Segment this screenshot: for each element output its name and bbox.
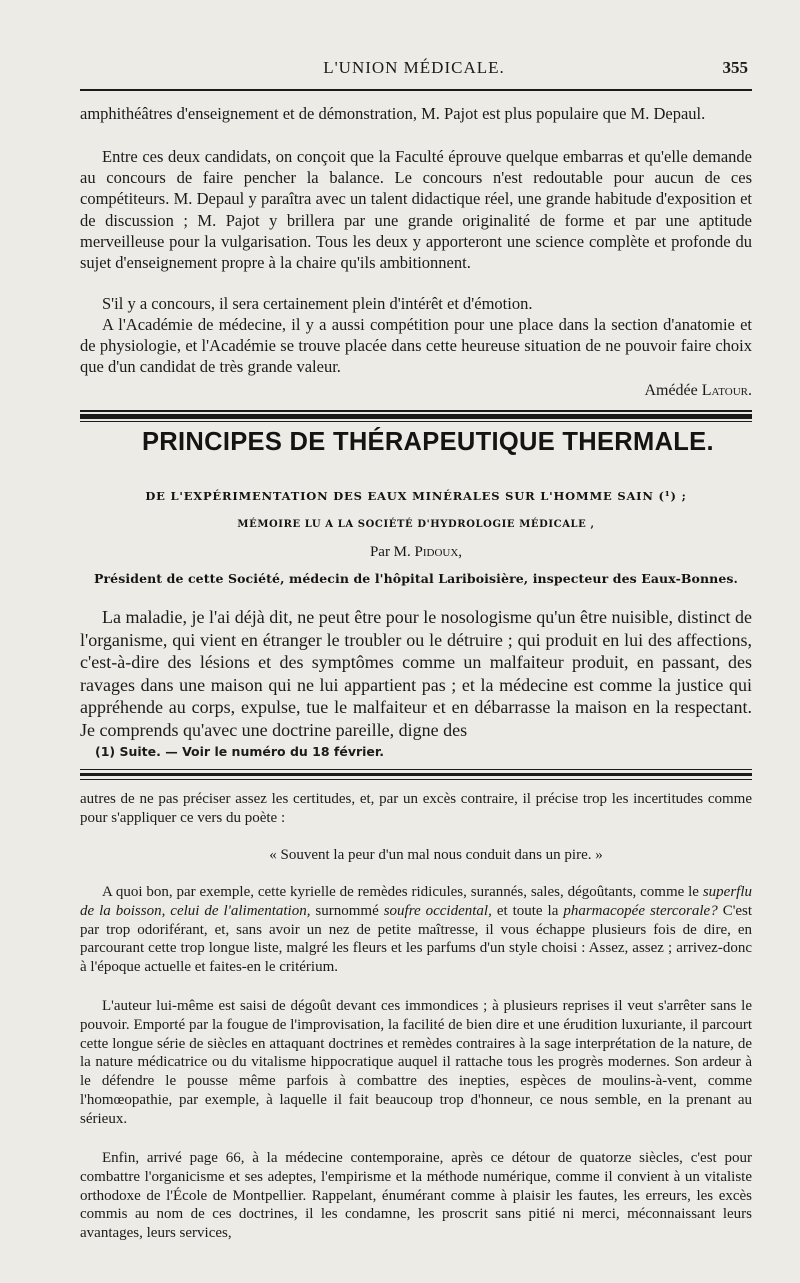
signature-first-name: Amédée (644, 382, 698, 399)
signature (644, 382, 752, 400)
footnote: (1) Suite. — Voir le numéro du 18 février. (95, 744, 385, 759)
article-memoir-line: MÉMOIRE LU A LA SOCIÉTÉ D'HYDROLOGIE MÉDICALE , (237, 519, 595, 530)
continuation-paragraph-2 (80, 883, 752, 977)
intro-paragraph-2: Entre ces deux candidats, on conçoit que la Faculté éprouve quelque embarras et qu'elle demande au concours de faire pencher la balance. Le concours n'est redoutable pour aucun de ces compétiteurs. M. Depaul y paraîtra avec un talent didactique réel, une grande habitude d'exposition et de discussion ; M. Pajot y brillera par une grande originalité de forme et par une aptitude merveilleuse pour la vulgarisation. Tous les deux y apporteront une science complète et profonde du sujet d'enseignement propre à la chaire qu'ils ambitionnent. (80, 147, 752, 273)
para2-text-2: surnommé (315, 902, 379, 919)
verse-quote: « Souvent la peur d'un mal nous conduit dans un pire. » (269, 847, 603, 863)
article-title: PRINCIPES DE THÉRAPEUTIQUE THERMALE. (142, 428, 714, 456)
para2-italic-1: superflu de la boisson, celui de l'alimentation, (80, 884, 753, 919)
intro-paragraph-1: amphithéâtres d'enseignement et de démonstration, M. Pajot est plus populaire que M. Depaul. (80, 104, 706, 123)
para2-italic-2: soufre occidental, (383, 902, 492, 919)
article-subtitle: DE L'EXPÉRIMENTATION DES EAUX MINÉRALES SUR L'HOMME SAIN (¹) ; (145, 489, 687, 503)
byline-author: Pidoux, (414, 544, 463, 560)
continuation-paragraph-3: L'auteur lui-même est saisi de dégoût devant ces immondices ; à plusieurs reprises il veut s'arrêter sans le pouvoir. Emporté par la fougue de l'improvisation, la facilité de bien dire et une érudition luxuriante, il parcourt cette longue série de siècles en attaquant doctrines et remèdes contraires à la sage interprétation de la nature, de la nature médicatrice ou du vitalisme hippocratique auquel il rattache tous les progrès modernes. Son ardeur à le défendre le pousse même parfois à combattre des inepties, espèces de moulins-à-vent, comme l'homœopathie, par exemple, à laquelle il fait beaucoup trop d'honneur, ce nous semble, en la prenant au sérieux. (80, 998, 752, 1127)
para2-text-3: et toute la (496, 902, 559, 919)
continuation-paragraph-1: autres de ne pas préciser assez les certitudes, et, par un excès contraire, il précise trop les incertitudes comme pour s'appliquer ce vers du poète : (80, 791, 752, 826)
article-first-paragraph: La maladie, je l'ai déjà dit, ne peut être pour le nosologisme qu'un être nuisible, distinct de l'organisme, qui vient en étranger le troubler ou le détruire ; qui produit en lui des affections, c'est-à-dire des lésions et des symptômes comme un malfaiteur produit, en passant, des ravages dans une maison qui ne lui appartient pas ; et la médecine est comme la justice qui appréhende au corps, expulse, tue le malfaiteur et en débarrasse la maison en la respectant. Je comprends qu'avec une doctrine pareille, digne des (80, 607, 752, 740)
intro-paragraph-3: S'il y a concours, il sera certainement plein d'intérêt et d'émotion. (102, 294, 533, 313)
intro-paragraph-4: A l'Académie de médecine, il y a aussi compétition pour une place dans la section d'anatomie et de physiologie, et l'Académie se trouve placée dans cette heureuse situation de ne pouvoir faire choix que d'un candidat de très grande valeur. (80, 315, 752, 377)
signature-last-name: Latour. (701, 382, 752, 399)
section-rule-bottom (80, 421, 752, 422)
header-rule (80, 89, 752, 91)
article-byline (80, 544, 752, 561)
para2-text-4: C'est par trop odoriférant, et, sans avoir un nez de petite maîtresse, il vous échappe plusieurs fois de dire, en parcourant cette trop longue liste, malgré les fleurs et les parfums d'un style choisi : Assez, assez ; arrivez-donc à l'époque actuelle et faites-en le critérium. (80, 902, 753, 976)
column-rule-thin (80, 769, 752, 770)
running-head (80, 58, 748, 82)
section-rule-thick (80, 414, 752, 419)
para2-italic-3: pharmacopée stercorale? (563, 902, 718, 919)
page-number: 355 (722, 58, 748, 77)
continuation-paragraph-4: Enfin, arrivé page 66, à la médecine contemporaine, après ce détour de quatorze siècles, c'est pour combattre l'organicisme et ses adeptes, l'empirisme et la méthode numérique, comme il convient à un vitaliste orthodoxe de l'École de Montpellier. Rappelant, énumérant comme à plaisir les fautes, les erreurs, les excès commis au nom de ces doctrines, il les condamne, les proscrit sans pitié ni merci, méconnaissant leurs avantages, leurs services, (80, 1150, 752, 1242)
column-rule-lower (80, 779, 752, 780)
article-author-role: Président de cette Société, médecin de l'hôpital Lariboisière, inspecteur des Eaux-Bonnes. (94, 571, 738, 586)
byline-par: Par M. (369, 544, 411, 560)
running-title: L'UNION MÉDICALE. (323, 58, 505, 77)
para2-text-1: A quoi bon, par exemple, cette kyrielle de remèdes ridicules, surannés, sales, dégoûtants, comme le (102, 884, 699, 900)
column-rule-thick (80, 773, 752, 776)
section-rule-top (80, 410, 752, 412)
